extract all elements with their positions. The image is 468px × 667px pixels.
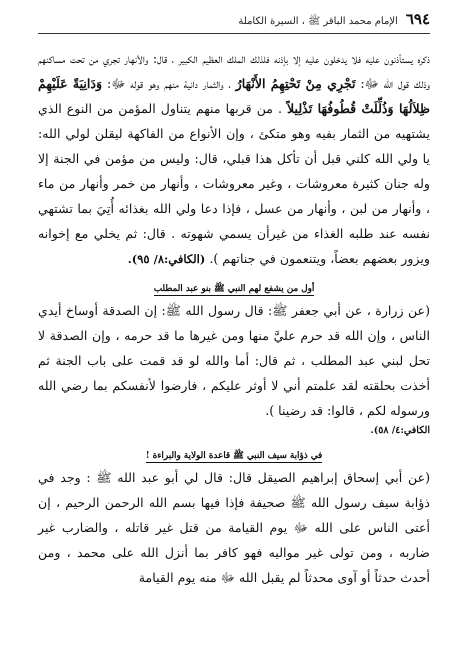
source-reference: (الكافي:٨/ ٩٥). [127, 252, 206, 266]
running-title: الإمام محمد الباقر ﷺ ، السيرة الكاملة [238, 16, 398, 27]
section-heading: أول من يشفع لهم النبي ﷺ بنو عبد المطلب [153, 284, 315, 294]
quran-quote: وَدَانِيَةً عَلَيْهِمْ ظِلاَلُهَا وَذُلِّلَتْ قُطُوفُهَا تَذْلِيلاً [38, 76, 430, 116]
text-run: . من قربها منهم يتناول المؤمن من النوع الذي يشتهيه من الثمار بفيه وهو متكئ ، وإن الأنواع من الفاكهة ليقلن لولي الله: يا ولي الله كلني قبل أن تأكل هذا قبلي، قال: وليس من مؤمن في الجنة إلا وله جنان كثيرة معروشات ، وغير معروشات ، وأنهار من خمر وأنهار من ماء ، وأنهار من لبن ، وأنهار من عسل ، فإذا دعا ولي الله بغذائه أُتِيَ بما تشتهي نفسه عند طلبه الغذاء من غيرأن يسمي شهوته . قال: ثم يخلي مع إخوانه ويزور بعضهم بعضاً، ويتنعمون في جناتهم ). [38, 101, 430, 266]
page-number: ٦٩٤ [405, 10, 430, 28]
section-heading: في ذؤابة سيف النبي ﷺ قاعدة الولاية والبراءة ! [145, 451, 323, 461]
paragraph-sadaqa-hadith: (عن زرارة ، عن أبي جعفر ﷺ: قال رسول الله ﷺ: إن الصدقة أوساخ أيدي الناس ، وإن الله قد حرم عليَّ منها ومن غيرها ما قد حرمه ، وإن الصدقة لا تحل لبني عبد المطلب ، ثم قال: أما والله لو قد قمت على باب الجنة ثم أخذت بحلقته لقد علمتم أني لا أوثر عليكم ، فارضوا لأنفسكم بما رضي الله ورسوله لكم ، قالوا: قد رضينا ). [38, 303, 430, 418]
quran-quote: تَجْرِي مِنْ تَحْتِهِمُ الأَنْهَارُ [235, 76, 356, 91]
page-body [38, 46, 430, 590]
paragraph-paradise-description [38, 46, 430, 272]
text-run: ، والثمار دانية منهم وهو قوله ﷻ: [102, 76, 236, 91]
header-rule [38, 33, 430, 34]
text-run: ذكره يستأذنون عليه فلا يدخلون عليه إلا بإذنه فلذلك الملك العظيم الكبير ، قال: والأنهار تجري من تحت مساكنهم وذلك قول الله ﷻ: [38, 51, 430, 91]
paragraph-sword-scroll-hadith: (عن أبي إسحاق إبراهيم الصيقل قال: قال لي أبو عبد الله ﷺ : وجد في ذؤابة سيف رسول الله ﷺ صحيفة فإذا فيها بسم الله الرحمن الرحيم ، إن أعتى الناس على الله ﷻ يوم القيامة من قتل غير قاتله ، والضارب غير ضاربه ، ومن تولى غير مواليه فهو كافر بما أنزل الله على محمد ، ومن أحدث حدثاً أو آوى محدثاً لم يقبل الله ﷻ منه يوم القيامة [38, 470, 430, 585]
source-reference: الكافي:٤/ ٥٨). [370, 425, 430, 436]
page-header [38, 10, 430, 32]
